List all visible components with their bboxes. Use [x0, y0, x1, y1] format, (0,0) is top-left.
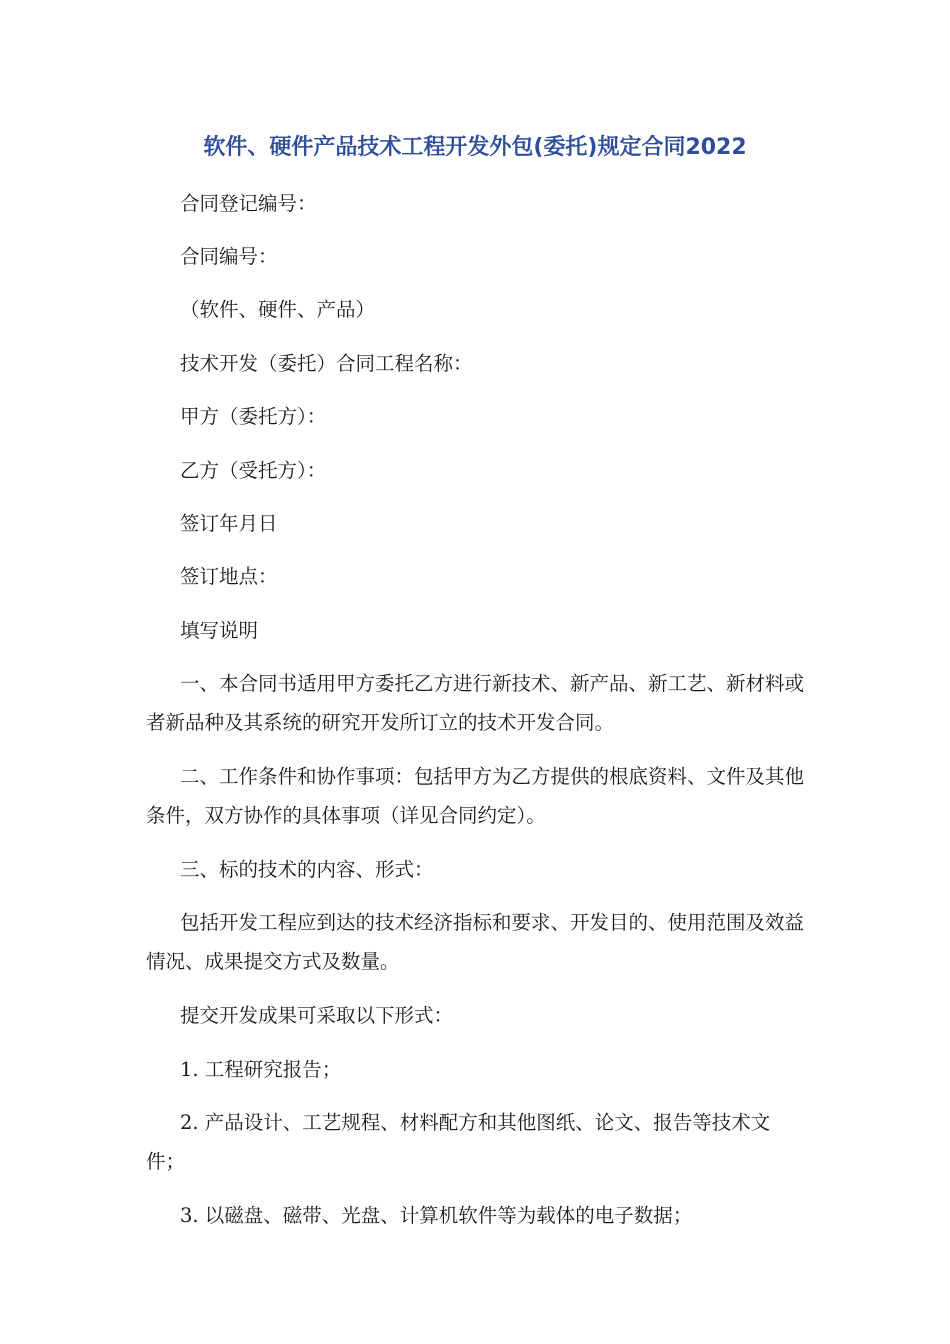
instruction-paragraph-3: 三、标的技术的内容、形式： — [180, 858, 434, 881]
document-title: 软件、硬件产品技术工程开发外包(委托)规定合同2022 — [203, 135, 747, 160]
deliverable-item-1: 1. 工程研究报告； — [180, 1058, 342, 1081]
instructions-heading: 填写说明 — [180, 619, 259, 642]
contract-registration-number: 合同登记编号： — [180, 192, 317, 215]
signing-place-line: 签订地点： — [180, 565, 278, 588]
deliverable-forms-intro: 提交开发成果可采取以下形式： — [180, 1004, 454, 1027]
contract-number: 合同编号： — [180, 245, 278, 268]
party-a-line: 甲方（委托方）： — [180, 405, 327, 428]
instruction-paragraph-1: 一、本合同书适用甲方委托乙方进行新技术、新产品、新工艺、新材料或者新品种及其系统的研究开发所订立的技术开发合同。 — [146, 672, 805, 734]
deliverable-item-2: 2. 产品设计、工艺规程、材料配方和其他图纸、论文、报告等技术文件； — [146, 1111, 771, 1173]
instruction-paragraph-2: 二、工作条件和协作事项：包括甲方为乙方提供的根底资料、文件及其他条件，双方协作的具体事项（详见合同约定）。 — [146, 765, 805, 827]
signing-date-line: 签订年月日 — [180, 512, 278, 535]
party-b-line: 乙方（受托方）： — [180, 459, 327, 482]
project-name-line: 技术开发（委托）合同工程名称： — [180, 352, 473, 375]
deliverable-item-3: 3. 以磁盘、磁带、光盘、计算机软件等为载体的电子数据； — [180, 1204, 693, 1227]
instruction-paragraph-4: 包括开发工程应到达的技术经济指标和要求、开发目的、使用范围及效益情况、成果提交方式及数量。 — [146, 911, 805, 973]
contract-category: （软件、硬件、产品） — [180, 298, 376, 321]
